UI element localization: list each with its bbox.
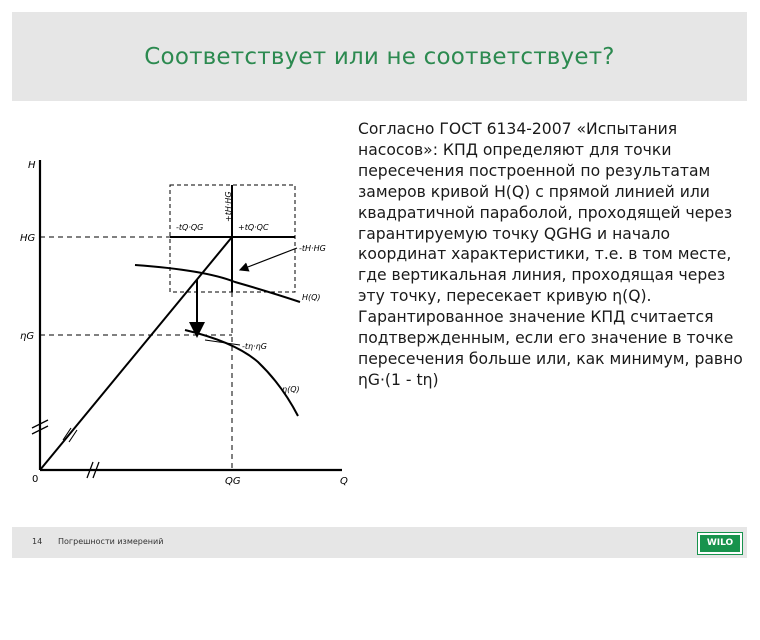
tol-eta-label: -tη·ηG — [242, 342, 267, 351]
h-axis-label: H — [28, 160, 36, 171]
q-axis-label: Q — [340, 476, 348, 487]
h-curve-label: H(Q) — [302, 293, 321, 302]
eta-curve-label: η(Q) — [282, 385, 300, 394]
tol-h-plus-label: +tH·HG — [224, 191, 233, 222]
tol-h-minus-label: -tH·HG — [299, 244, 326, 253]
tol-q-minus-label: -tQ·QG — [176, 223, 204, 232]
title-band — [12, 12, 747, 101]
footer-label: Погрешности измерений — [58, 537, 164, 546]
h-curve — [135, 265, 300, 302]
slide-title: Соответствует или не соответствует? — [144, 44, 615, 70]
pump-characteristic-diagram — [0, 140, 360, 640]
footer-bar — [12, 527, 747, 558]
tol-q-plus-label: +tQ·QC — [238, 223, 269, 232]
page-number: 14 — [32, 537, 43, 546]
body-paragraph-1: Согласно ГОСТ 6134-2007 «Испытания насосов»: КПД определяют для точки пересечения построенной по результатам замеров кривой H(Q) с прямой линией или квадратичной параболой, проходящей через гарантируемую точку QGHG и начало координат характеристики, т.е. в том месте, где вертикальная линия, проходящая через эту точку, пересекает кривую η(Q). — [358, 120, 733, 306]
qg-label: QG — [225, 476, 241, 487]
slide-body — [358, 119, 748, 391]
origin-guarantee-line — [40, 237, 232, 470]
eta-g-label: ηG — [20, 331, 35, 342]
hg-label: HG — [20, 233, 36, 244]
origin-label: 0 — [32, 474, 39, 485]
body-paragraph-2: Гарантированное значение КПД считается подтвержденным, если его значение в точке пересечения больше или, как минимум, равно ηG·(1 - tη) — [358, 308, 743, 389]
wilo-logo: WILO — [698, 533, 742, 554]
leader-arrow-h — [240, 248, 297, 270]
